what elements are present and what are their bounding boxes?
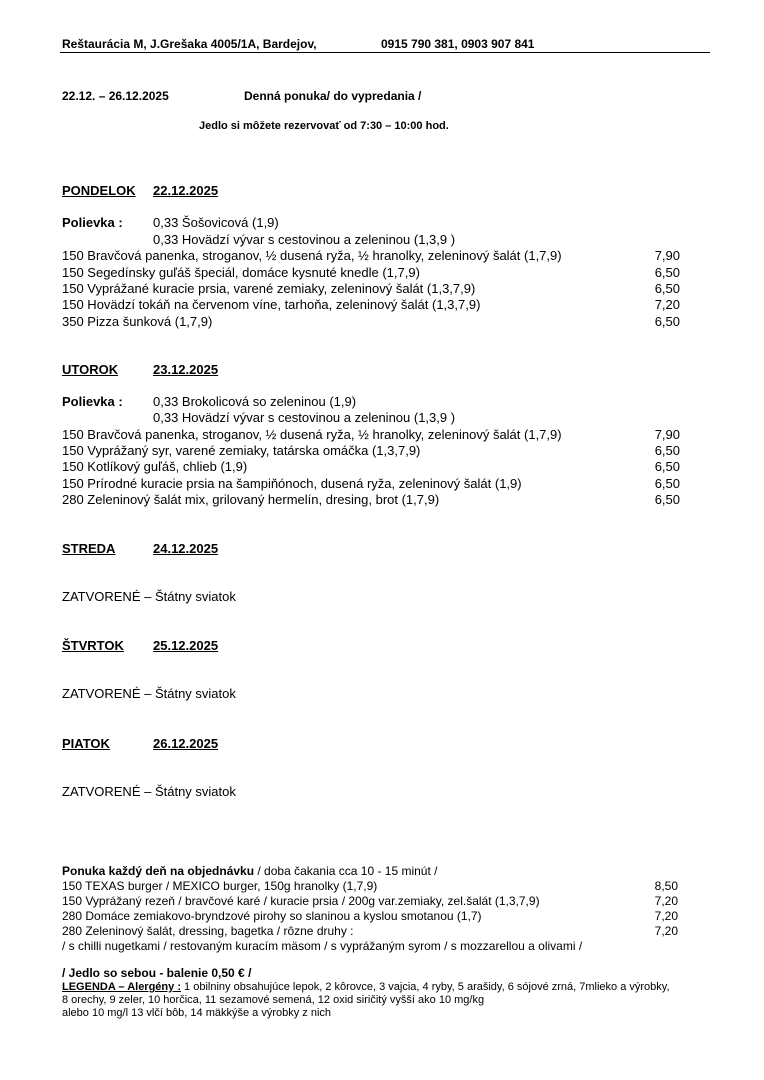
day-heading-monday: PONDELOK [62,183,136,198]
offer-item: 150 TEXAS burger / MEXICO burger, 150g hranolky (1,7,9) [62,879,378,893]
day-date-wednesday: 24.12.2025 [153,541,219,556]
restaurant-name: Reštaurácia M, J.Grešaka 4005/1A, Bardejov, [62,37,317,51]
restaurant-phones: 0915 790 381, 0903 907 841 [381,37,535,51]
offer-item-price: 7,20 [654,909,678,923]
allergen-legend-line1 [62,981,670,993]
menu-item: 150 Hovädzí tokáň na červenom víne, tarhoňa, zeleninový šalát (1,3,7,9) [62,297,481,312]
menu-item-price: 6,50 [654,459,680,474]
allergen-legend-label: LEGENDA – Alergény : [62,981,181,993]
packaging-note: / Jedlo so sebou - balenie 0,50 € / [62,966,252,980]
day-date-friday: 26.12.2025 [153,736,219,751]
closed-note-wednesday: ZATVORENÉ – Štátny sviatok [62,589,236,604]
soup-item: 0,33 Šošovicová (1,9) [153,215,279,230]
closed-note-friday: ZATVORENÉ – Štátny sviatok [62,784,236,799]
menu-title: Denná ponuka/ do vypredania / [244,89,422,103]
soup-label-monday: Polievka : [62,215,123,230]
day-heading-friday: PIATOK [62,736,110,751]
menu-item-price: 6,50 [654,265,680,280]
day-heading-thursday: ŠTVRTOK [62,638,124,653]
daily-offer-heading [62,864,438,878]
offer-item: 280 Zeleninový šalát, dressing, bagetka / rôzne druhy : [62,924,354,938]
menu-item-price: 6,50 [654,443,680,458]
menu-item-price: 6,50 [654,492,680,507]
day-date-tuesday: 23.12.2025 [153,362,219,377]
menu-item-price: 6,50 [654,476,680,491]
allergen-legend-line3: alebo 10 mg/l 13 vlčí bôb, 14 mäkkýše a výrobky z nich [62,1007,332,1019]
allergen-legend-line2: 8 orechy, 9 zeler, 10 horčica, 11 sezamové semená, 12 oxid siričitý vyšší ako 10 mg/kg [62,994,485,1006]
menu-item: 150 Vyprážaný syr, varené zemiaky, tatárska omáčka (1,3,7,9) [62,443,421,458]
menu-item: 150 Kotlíkový guľáš, chlieb (1,9) [62,459,248,474]
soup-label-tuesday: Polievka : [62,394,123,409]
menu-item: 150 Prírodné kuracie prsia na šampiňónoch, dusená ryža, zeleninový šalát (1,9) [62,476,522,491]
day-heading-tuesday: UTOROK [62,362,119,377]
offer-item-price: 8,50 [654,879,678,893]
header-divider [60,52,710,53]
menu-item-price: 7,90 [654,427,680,442]
daily-offer-heading-rest: / doba čakania cca 10 - 15 minút / [254,864,438,878]
soup-item: 0,33 Brokolicová so zeleninou (1,9) [153,394,357,409]
offer-item-price: 7,20 [654,894,678,908]
offer-item: 280 Domáce zemiakovo-bryndzové pirohy so slaninou a kyslou smotanou (1,7) [62,909,482,923]
offer-item: 150 Vyprážaný rezeň / bravčové karé / kuracie prsia / 200g var.zemiaky, zel.šalát (1,3,7,9) [62,894,540,908]
day-date-thursday: 25.12.2025 [153,638,219,653]
menu-item-price: 6,50 [654,281,680,296]
menu-item: 150 Segedínsky guľáš špeciál, domáce kysnuté knedle (1,7,9) [62,265,420,280]
soup-item: 0,33 Hovädzí vývar s cestovinou a zeleninou (1,3,9 ) [153,410,456,425]
menu-item-price: 6,50 [654,314,680,329]
day-date-monday: 22.12.2025 [153,183,219,198]
offer-item-price: 7,20 [654,924,678,938]
reservation-note: Jedlo si môžete rezervovať od 7:30 – 10:00 hod. [199,120,449,132]
soup-item: 0,33 Hovädzí vývar s cestovinou a zeleninou (1,3,9 ) [153,232,456,247]
menu-item: 150 Bravčová panenka, stroganov, ½ dusená ryža, ½ hranolky, zeleninový šalát (1,7,9) [62,248,562,263]
menu-item: 350 Pizza šunková (1,7,9) [62,314,213,329]
menu-item-price: 7,20 [654,297,680,312]
allergen-legend-text: 1 obilniny obsahujúce lepok, 2 kôrovce, 3 vajcia, 4 ryby, 5 arašidy, 6 sójové zrná, 7mlieko a výrobky, [181,981,670,993]
closed-note-thursday: ZATVORENÉ – Štátny sviatok [62,686,236,701]
menu-item: 150 Bravčová panenka, stroganov, ½ dusená ryža, ½ hranolky, zeleninový šalát (1,7,9) [62,427,562,442]
menu-item: 280 Zeleninový šalát mix, grilovaný hermelín, dresing, brot (1,7,9) [62,492,440,507]
day-heading-wednesday: STREDA [62,541,116,556]
salad-options: / s chilli nugetkami / restovaným kuracím mäsom / s vyprážaným syrom / s mozzarellou a olivami / [62,939,583,953]
menu-item: 150 Vyprážané kuracie prsia, varené zemiaky, zeleninový šalát (1,3,7,9) [62,281,476,296]
week-dates: 22.12. – 26.12.2025 [62,89,169,103]
daily-offer-heading-bold: Ponuka každý deň na objednávku [62,864,255,878]
menu-item-price: 7,90 [654,248,680,263]
